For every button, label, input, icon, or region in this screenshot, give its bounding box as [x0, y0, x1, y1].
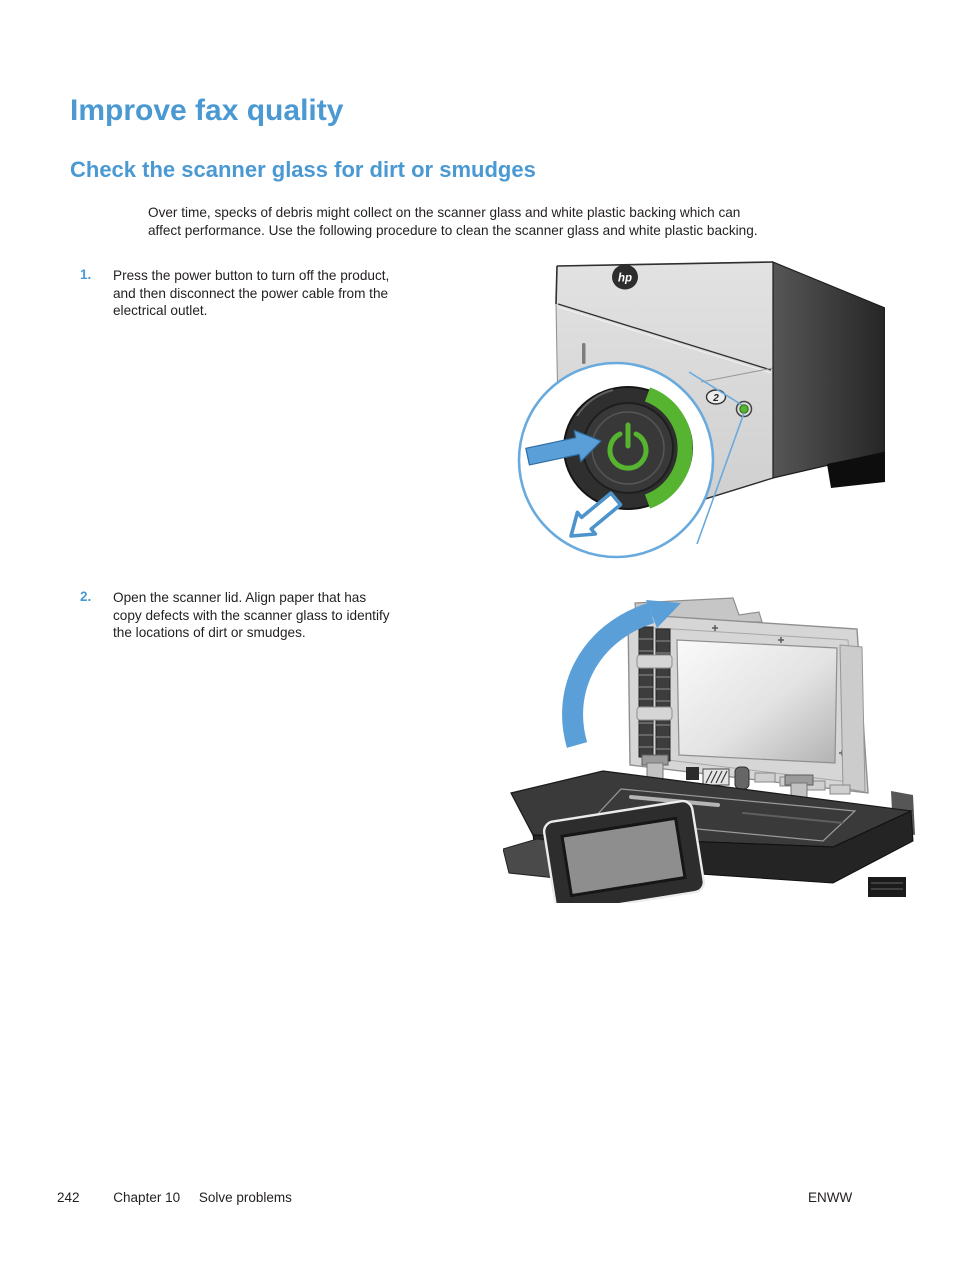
step-text-line: the locations of dirt or smudges. — [113, 625, 306, 641]
printer-side-panel — [773, 262, 885, 488]
step-text-line: Press the power button to turn off the product, — [113, 268, 390, 283]
section-heading: Check the scanner glass for dirt or smudges — [70, 157, 536, 182]
figure-scanner-lid — [503, 595, 918, 903]
step-text-line: and then disconnect the power cable from the — [113, 285, 389, 301]
panel-badge-text: 2 — [713, 393, 719, 404]
intro-paragraph — [148, 204, 758, 239]
page-title: Improve fax quality — [70, 94, 344, 127]
step-2-number: 2. — [80, 589, 92, 604]
footer-chapter-title: Solve problems — [198, 1190, 292, 1205]
intro-line: affect performance. Use the following procedure to clean the scanner glass and white plastic backing. — [148, 222, 758, 238]
footer-page-number: 242 — [57, 1190, 80, 1205]
scanner-lid-illustration — [503, 595, 918, 903]
step-2-text — [113, 589, 448, 642]
step-text-line: Open the scanner lid. Align paper that has — [113, 590, 367, 605]
intro-line: Over time, specks of debris might collect on the scanner glass and white plastic backing which can — [148, 205, 741, 220]
paper-level-slot — [582, 343, 586, 364]
step-text-line: electrical outlet. — [113, 303, 208, 319]
footer-right-label: ENWW — [808, 1190, 853, 1205]
footer-chapter: Chapter 10 — [113, 1190, 181, 1205]
step-1-text — [113, 267, 448, 320]
hp-logo-text: hp — [617, 272, 633, 285]
lid-right-edge — [840, 645, 865, 792]
figure-power-button — [513, 260, 885, 560]
scanner-lid — [628, 598, 868, 801]
step-text-line: copy defects with the scanner glass to identify — [113, 607, 390, 623]
base-vent — [868, 877, 906, 897]
hp-logo — [612, 265, 638, 290]
power-button-illustration — [513, 260, 885, 560]
lid-glass-backing — [677, 640, 837, 763]
footer-left — [57, 1190, 292, 1205]
step-1-number: 1. — [80, 267, 92, 282]
